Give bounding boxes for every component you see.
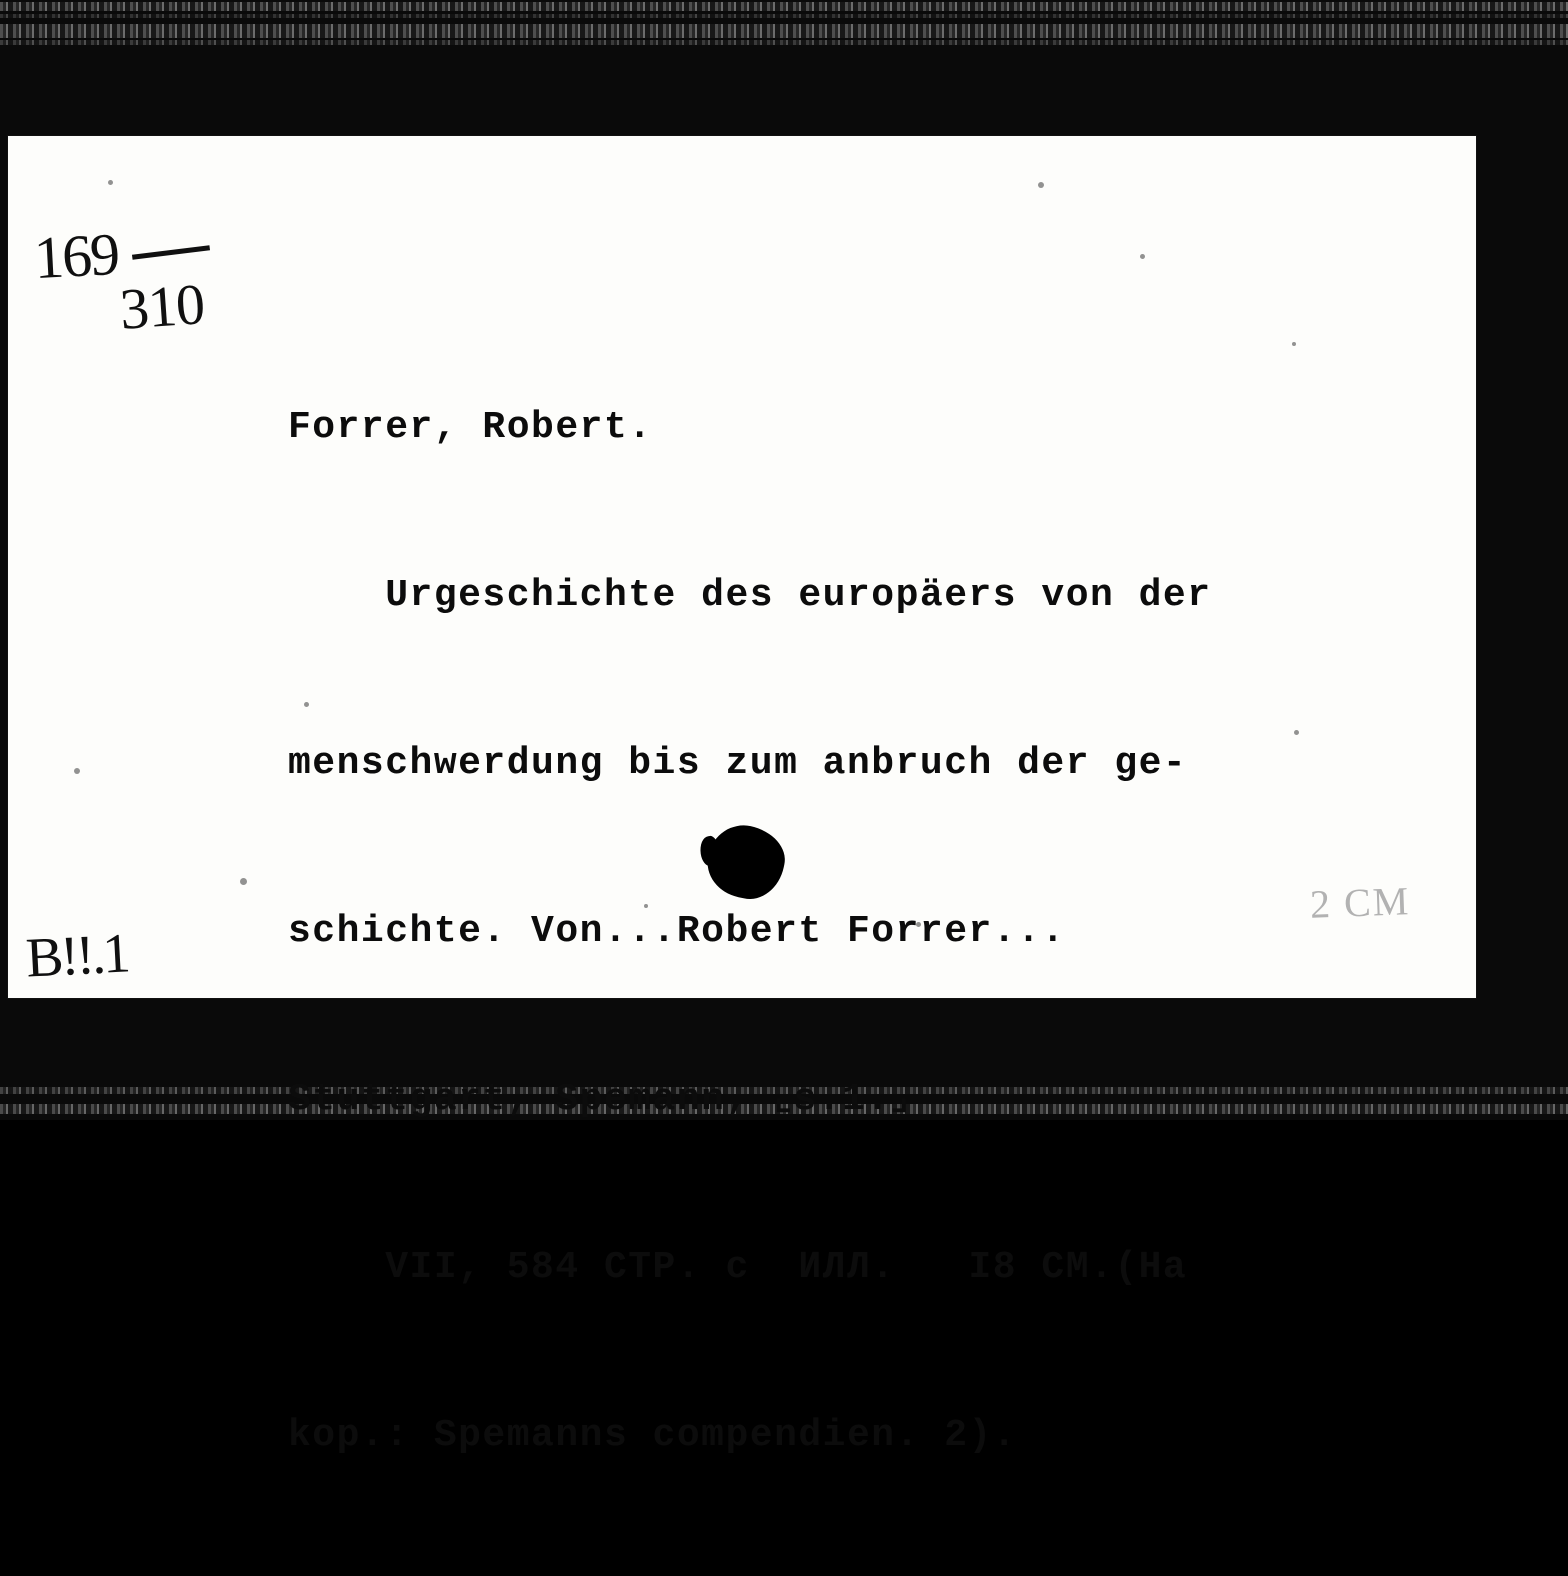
entry-line-author: Forrer, Robert. bbox=[288, 406, 653, 449]
entry-line-title-1: Urgeschichte des europäers von der bbox=[288, 574, 1212, 617]
dust-speck bbox=[1038, 182, 1044, 188]
film-edge-streak bbox=[0, 2, 1568, 11]
film-edge-streak bbox=[0, 14, 1568, 18]
call-number bbox=[32, 220, 254, 342]
call-number-divider bbox=[132, 245, 210, 259]
dust-speck bbox=[1140, 254, 1145, 259]
faint-stamp: 2 CM bbox=[1308, 878, 1411, 927]
film-edge-streak bbox=[0, 40, 1568, 45]
entry-line-title-3: schichte. Von...Robert Forrer... bbox=[288, 910, 1066, 953]
dust-speck bbox=[240, 878, 247, 885]
entry-line-series: kop.: Spemanns compendien. 2). bbox=[288, 1414, 1018, 1457]
catalog-card bbox=[8, 136, 1476, 1457]
call-number-bottom: 310 bbox=[117, 271, 207, 342]
film-edge-streak bbox=[0, 24, 1568, 38]
entry-line-collation: VII, 584 CTP. c ИЛЛ. I8 CM.(Ha bbox=[288, 1246, 1188, 1289]
shelf-mark: B!!.1 bbox=[24, 922, 130, 990]
dust-speck bbox=[74, 768, 80, 774]
call-number-top: 169 bbox=[32, 220, 120, 292]
dust-speck bbox=[108, 180, 113, 185]
entry-line-title-2: menschwerdung bis zum anbruch der ge- bbox=[288, 742, 1188, 785]
bibliographic-entry bbox=[288, 288, 1448, 1576]
entry-line-imprint: Stuttgart, Spemann, ⌞s.1.⌟ bbox=[288, 1078, 910, 1121]
